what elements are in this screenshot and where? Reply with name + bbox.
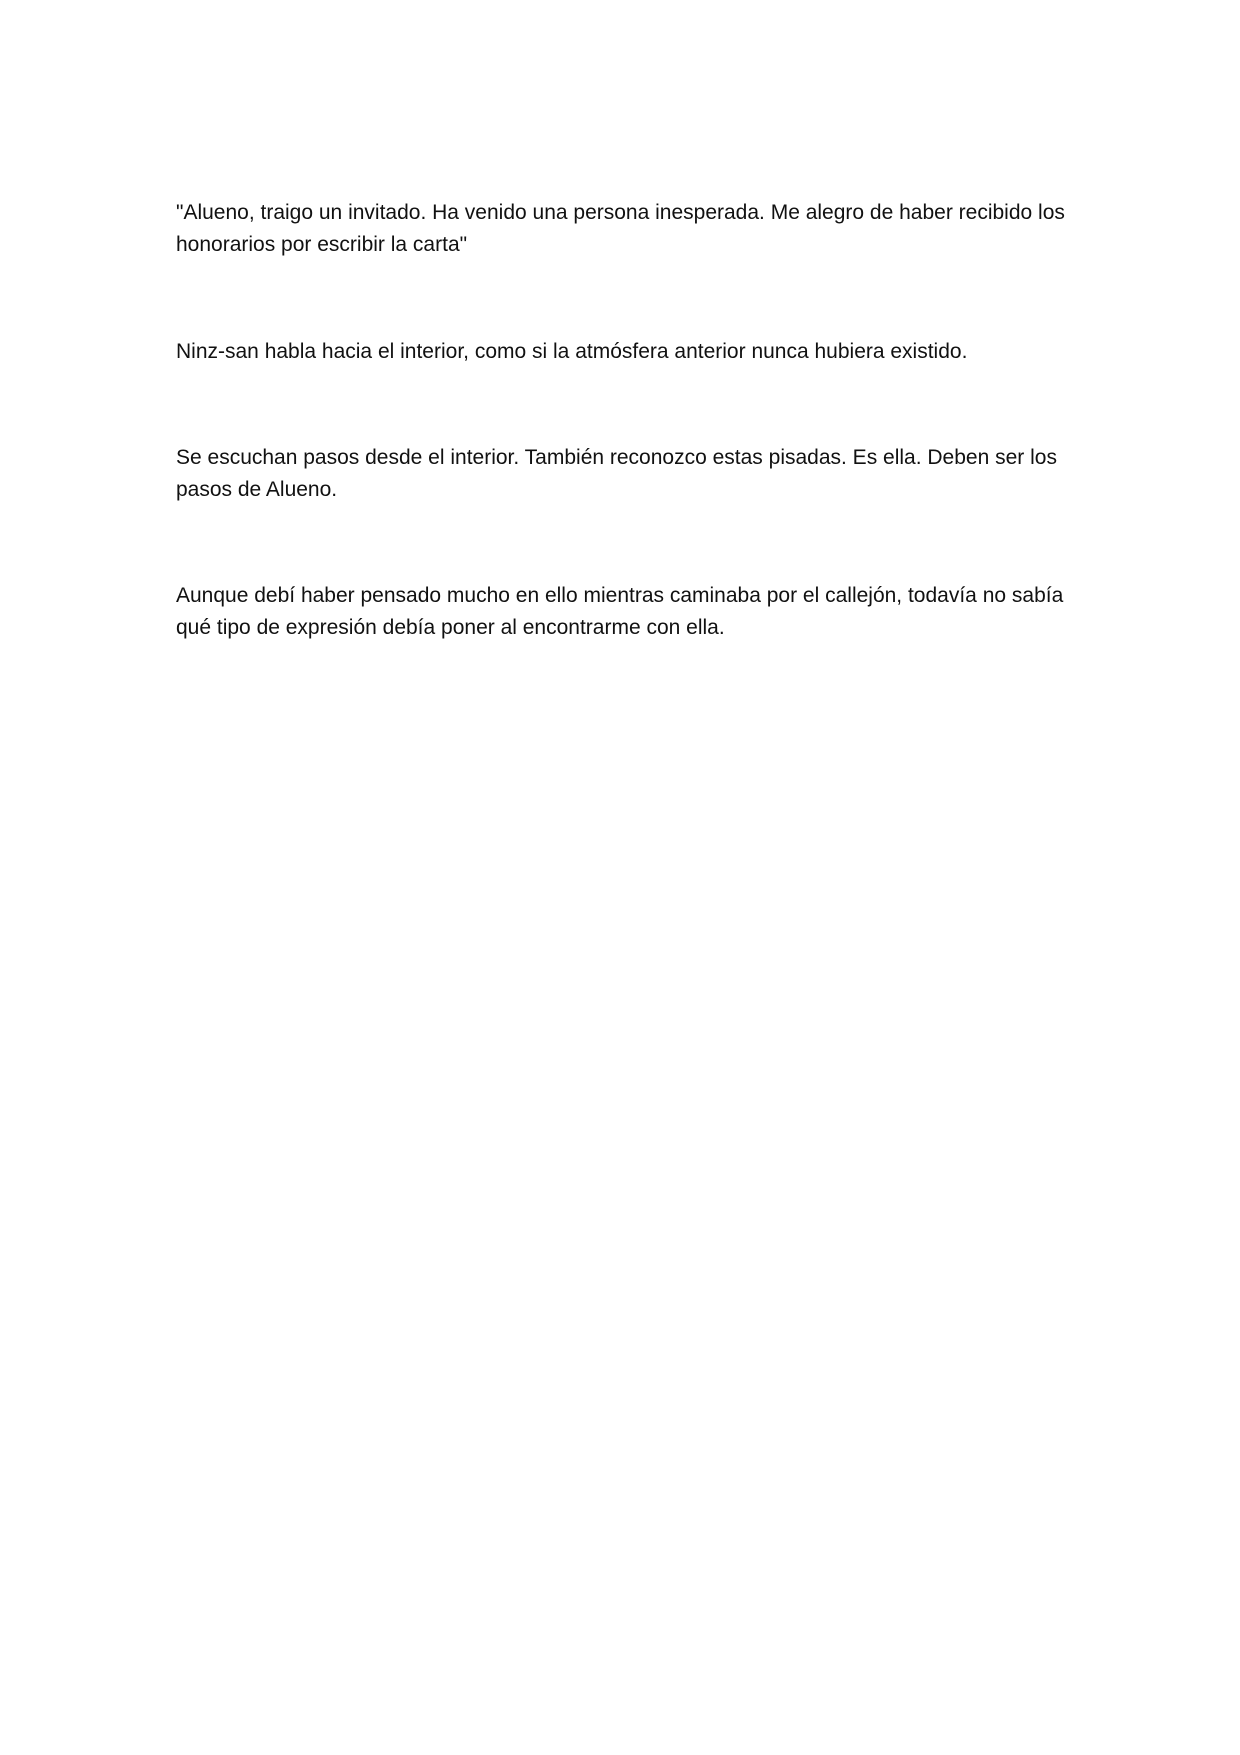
paragraph-2: Ninz-san habla hacia el interior, como si la atmósfera anterior nunca hubiera existido.: [176, 340, 968, 363]
paragraph-4: Aunque debí haber pensado mucho en ello mientras caminaba por el callejón, todavía no sabía qué tipo de expresión debía poner al encontrarme con ella.: [176, 584, 1064, 639]
paragraph-3: Se escuchan pasos desde el interior. También reconozco estas pisadas. Es ella. Deben ser los pasos de Alueno.: [176, 446, 1057, 501]
paragraph-1: "Alueno, traigo un invitado. Ha venido una persona inesperada. Me alegro de haber recibido los honorarios por escribir la carta": [176, 201, 1065, 256]
